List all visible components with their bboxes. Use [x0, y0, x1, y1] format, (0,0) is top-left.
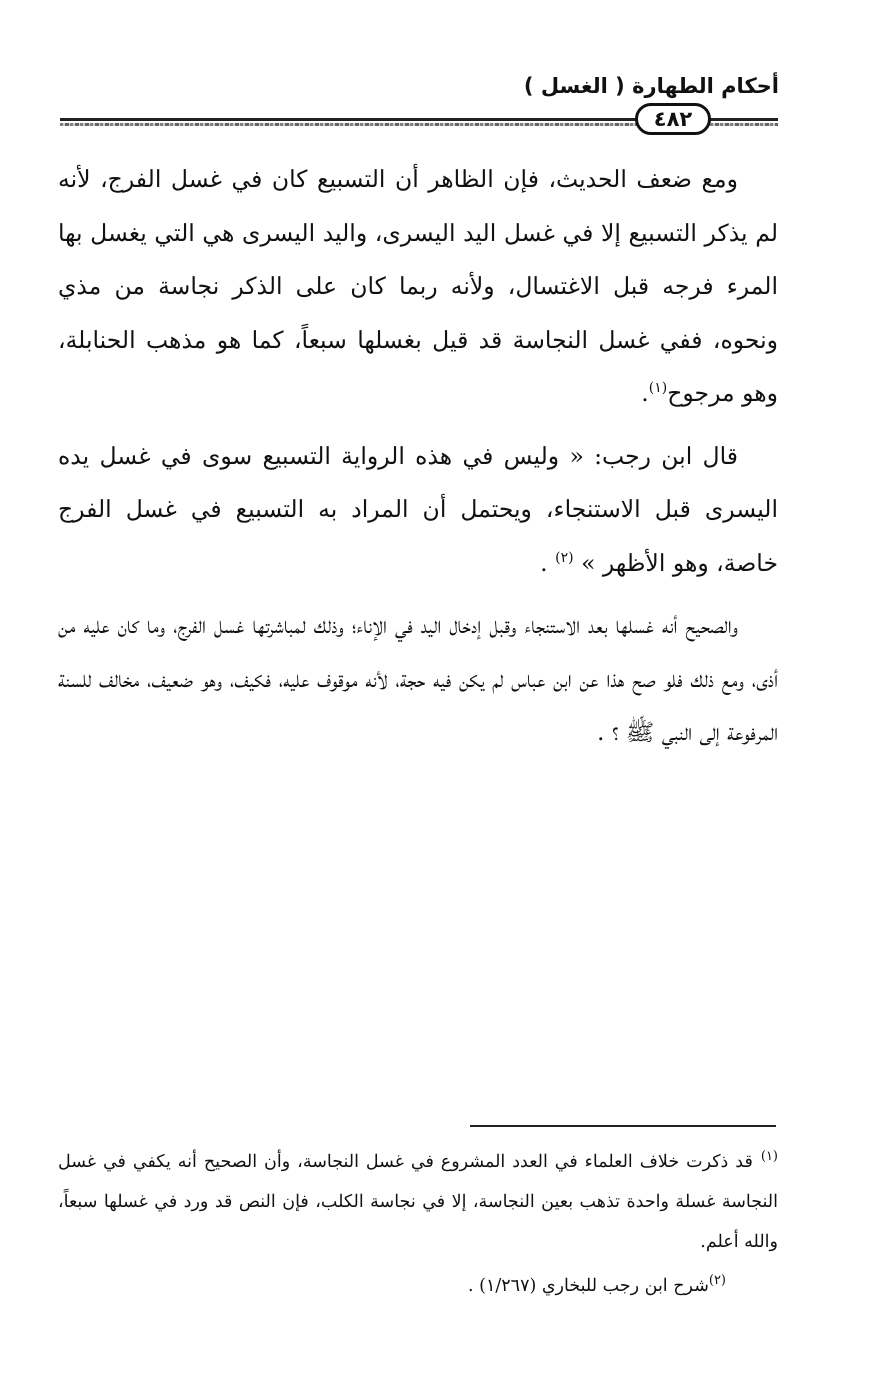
footnote-2-text: شرح ابن رجب للبخاري (١/٢٦٧) .: [468, 1276, 709, 1296]
paragraph-2-end: .: [540, 548, 548, 577]
footnote-ref-2: (٢): [555, 549, 574, 566]
footnote-2-marker: (٢): [708, 1273, 726, 1289]
paragraph-1-text: ومع ضعف الحديث، فإن الظاهر أن التسبيع كان في غسل الفرج، لأنه لم يذكر التسبيع إلا في غسل اليد اليسرى، واليد اليسرى هي التي يغسل بها المرء فرجه قبل الاغتسال، ولأنه ربما كان على الذكر نجاسة من مذي ونحوه، ففي غسل النجاسة قد قيل بغسلها سبعاً، كما هو مذهب الحنابلة، وهو مرجوح: [58, 165, 778, 407]
page-number: ٤٨٢: [635, 103, 711, 135]
running-title: أحكام الطهارة ( الغسل ): [523, 74, 779, 98]
paragraph-1-end: .: [641, 379, 649, 407]
paragraph-2: [58, 430, 778, 591]
footnotes: [58, 1142, 778, 1306]
paragraph-3: [58, 599, 778, 760]
footnote-1-marker: (١): [760, 1149, 778, 1165]
footnote-separator: [470, 1125, 776, 1127]
footnote-1: [58, 1142, 778, 1262]
footnote-1-text: قد ذكرت خلاف العلماء في العدد المشروع في غسل النجاسة، وأن الصحيح أنه يكفي في غسل النجاسة غسلة واحدة تذهب بعين النجاسة، إلا في نجاسة الكلب، فإن النص قد ورد في غسلها سبعاً، والله أعلم.: [58, 1152, 778, 1252]
paragraph-2-text: قال ابن رجب: « وليس في هذه الرواية التسبيع سوى في غسل يده اليسرى قبل الاستنجاء، ويحتمل أن المراد به التسبيع في غسل الفرج خاصة، وهو الأظهر »: [58, 441, 778, 577]
body-text: [58, 153, 778, 760]
footnote-ref-1: (١): [648, 380, 668, 397]
paragraph-3-text: والصحيح أنه غسلها بعد الاستنجاء وقبل إدخال اليد في الإناء؛ وذلك لمباشرتها غسل الفرج، وما كان عليه من أذى، ومع ذلك فلو صح هذا عن ابن عباس لم يكن فيه حجة، لأنه موقوف عليه، فكيف، وهو ضعيف، مخالف للسنة المرفوعة إلى النبي ﷺ ؟ .: [58, 611, 778, 746]
footnote-2: [58, 1266, 778, 1306]
paragraph-1: [58, 153, 778, 421]
